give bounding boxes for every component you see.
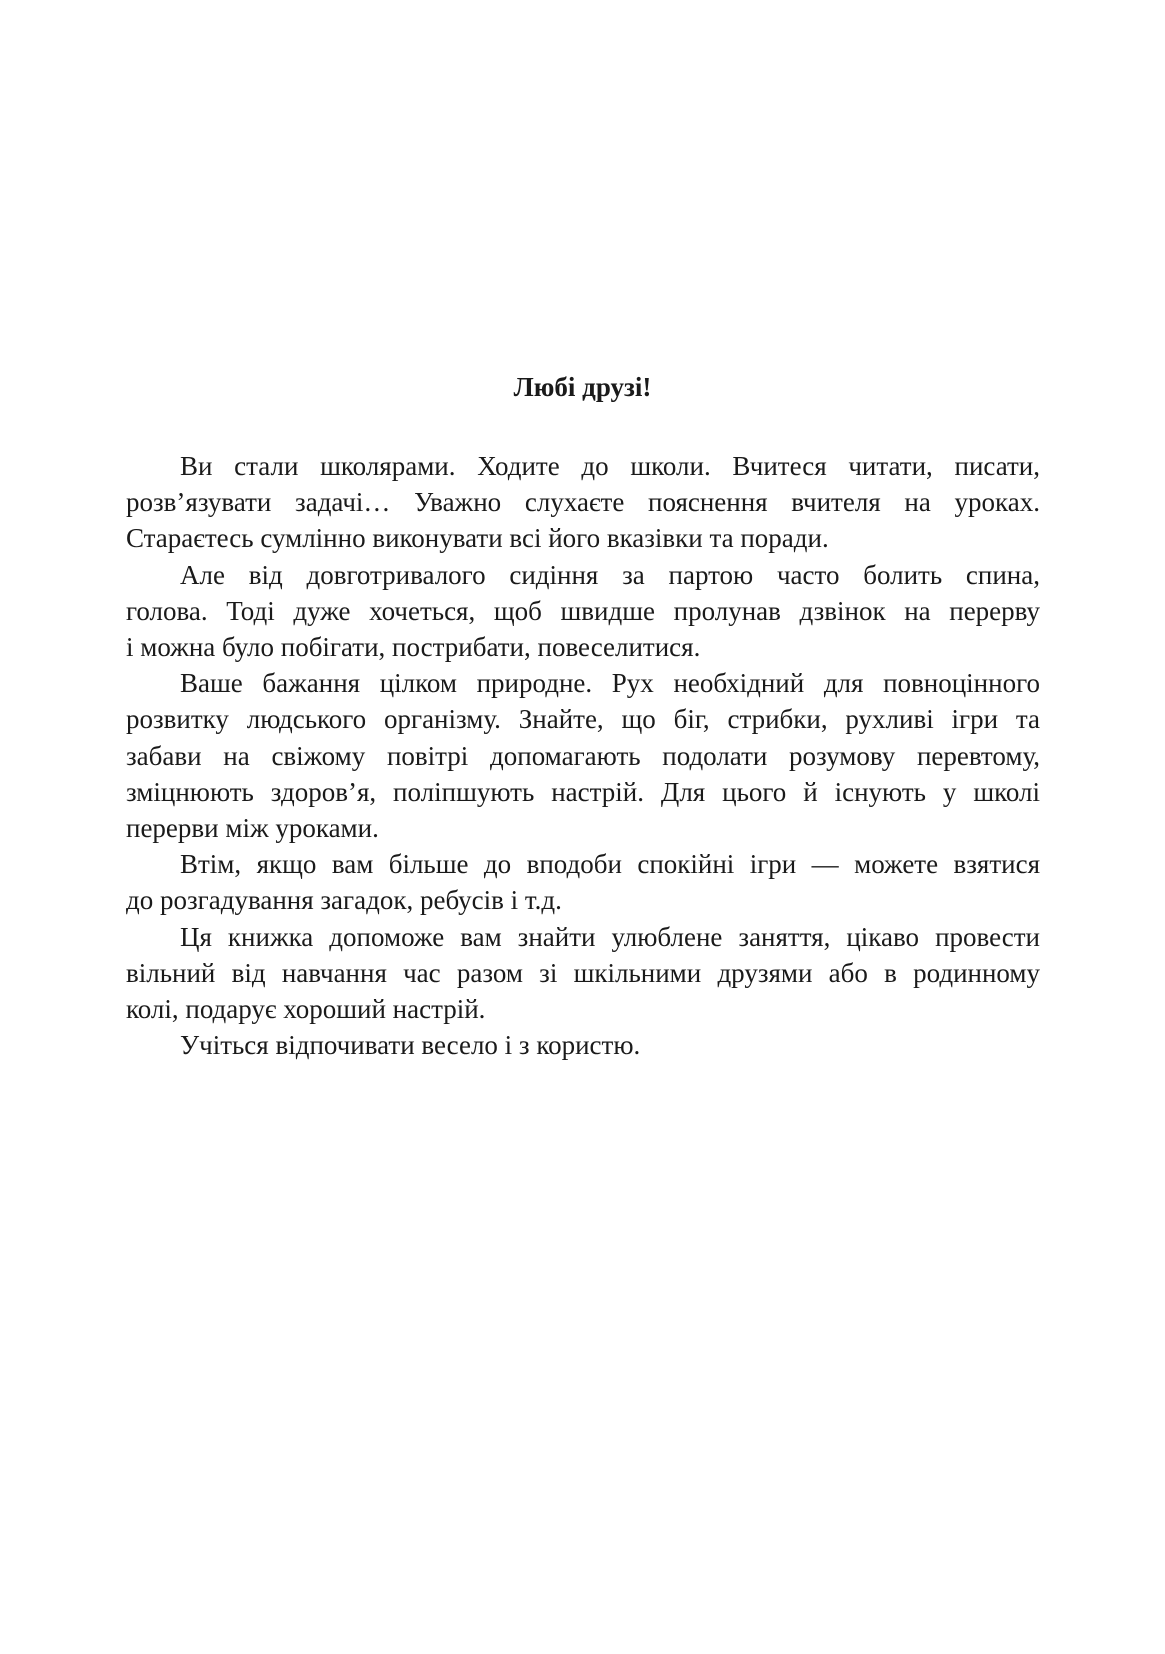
text-line: перерви між уроками. [126,813,379,844]
paragraph-3 [126,665,1040,846]
text-line: Учіться відпочивати весело і з користю. [180,1030,641,1061]
text-line: колі, подарує хороший настрій. [126,994,486,1025]
text-line: до розгадування загадок, ребусів і т.д. [126,885,562,916]
text-line: голова. Тоді дуже хочеться, щоб швидше пролунав дзвінок на перерву [126,595,1040,626]
text-line: зміцнюють здоров’я, поліпшують настрій. Для цього й існують у школі [126,776,1040,807]
paragraph-4 [126,846,1040,918]
text-line: розвитку людського організму. Знайте, що біг, стрибки, рухливі ігри та [126,704,1040,735]
text-line: Втім, якщо вам більше до вподоби спокійні ігри — можете взятися [180,849,1040,880]
paragraph-1 [126,448,1040,557]
body-text [126,448,1040,1063]
paragraph-2 [126,557,1040,666]
text-line: Ця книжка допоможе вам знайти улюблене заняття, цікаво провести [180,921,1040,952]
text-line: забави на свіжому повітрі допомагають подолати розумову перевтому, [126,740,1040,771]
text-line: Але від довготривалого сидіння за партою часто болить спина, [180,559,1040,590]
text-line: Ваше бажання цілком природне. Рух необхідний для повноцінного [180,668,1040,699]
text-line: вільний від навчання час разом зі шкільними друзями або в родинному [126,957,1040,988]
paragraph-5 [126,919,1040,1028]
text-line: розв’язувати задачі… Уважно слухаєте пояснення вчителя на уроках. [126,487,1040,518]
paragraph-6 [126,1027,1040,1063]
text-line: Ви стали школярами. Ходите до школи. Вчитеся читати, писати, [180,451,1040,481]
text-line: і можна було побігати, пострибати, повеселитися. [126,632,701,663]
page-title: Любі друзі! [513,372,652,402]
text-line: Стараєтесь сумлінно виконувати всі його вказівки та поради. [126,523,829,554]
